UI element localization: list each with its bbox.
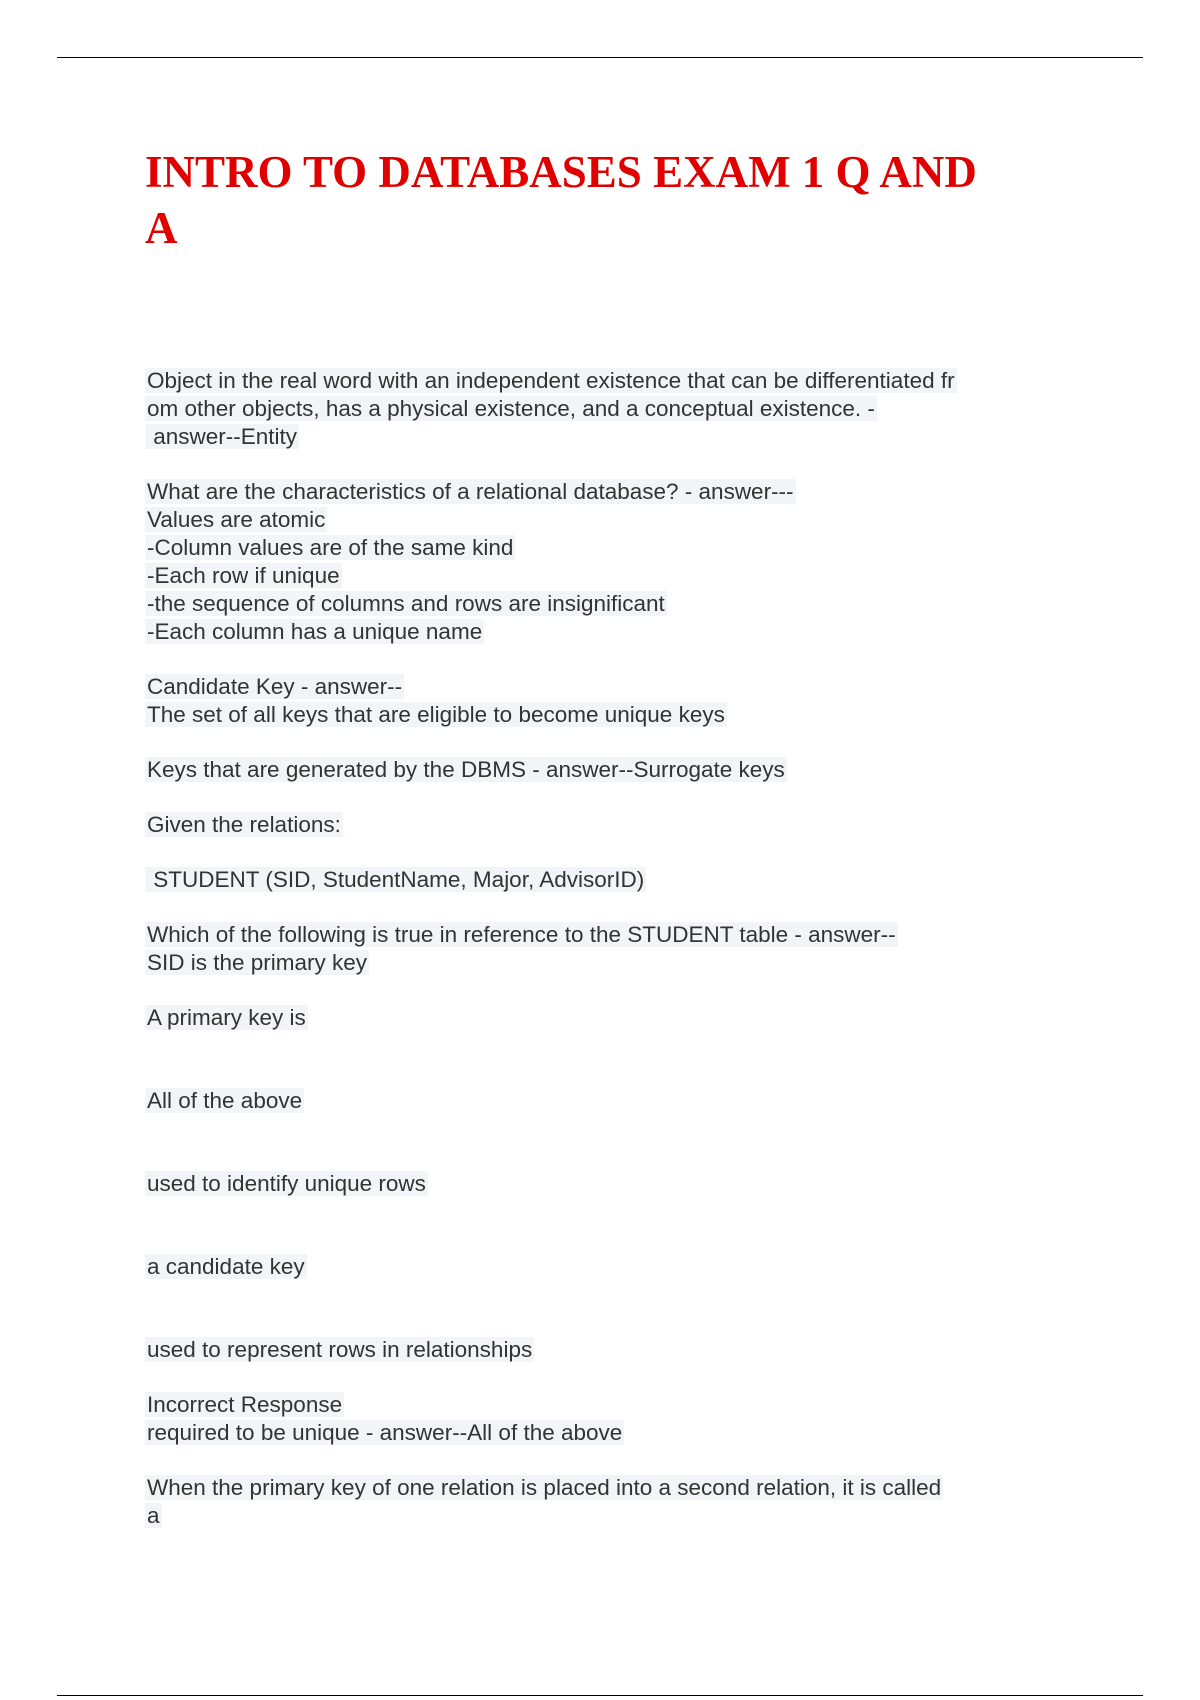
body-line: Object in the real word with an independent existence that can be differentiated fr	[147, 368, 955, 393]
body-line: used to identify unique rows	[147, 1171, 426, 1196]
body-line: a candidate key	[147, 1254, 305, 1279]
body-line: a	[147, 1503, 160, 1528]
title-line-2: A	[145, 203, 178, 253]
title-line-1: INTRO TO DATABASES EXAM 1 Q AND	[145, 147, 977, 197]
body-line: Candidate Key - answer--	[147, 674, 403, 699]
body-line: Values are atomic	[147, 507, 326, 532]
body-line: required to be unique - answer--All of the above	[147, 1420, 623, 1445]
body-line: -Each column has a unique name	[147, 619, 483, 644]
top-rule	[57, 57, 1143, 58]
body-line: A primary key is	[147, 1005, 306, 1030]
body-line: Keys that are generated by the DBMS - answer--Surrogate keys	[147, 757, 785, 782]
body-line: -the sequence of columns and rows are insignificant	[147, 591, 665, 616]
body-line: Given the relations:	[147, 812, 341, 837]
body-line: -Column values are of the same kind	[147, 535, 514, 560]
body-line: Which of the following is true in reference to the STUDENT table - answer--	[147, 922, 896, 947]
body-line: used to represent rows in relationships	[147, 1337, 533, 1362]
body-line: STUDENT (SID, StudentName, Major, AdvisorID)	[147, 867, 645, 892]
body-line: om other objects, has a physical existence, and a conceptual existence. -	[147, 396, 875, 421]
document-title	[145, 144, 1065, 256]
document-body	[145, 367, 1055, 1530]
body-line: The set of all keys that are eligible to become unique keys	[147, 702, 725, 727]
body-line: answer--Entity	[147, 424, 298, 449]
body-line: All of the above	[147, 1088, 303, 1113]
body-line: SID is the primary key	[147, 950, 368, 975]
body-line: What are the characteristics of a relational database? - answer---	[147, 479, 794, 504]
body-line: -Each row if unique	[147, 563, 340, 588]
body-line: When the primary key of one relation is placed into a second relation, it is called	[147, 1475, 942, 1500]
bottom-rule	[57, 1695, 1143, 1696]
body-line: Incorrect Response	[147, 1392, 343, 1417]
